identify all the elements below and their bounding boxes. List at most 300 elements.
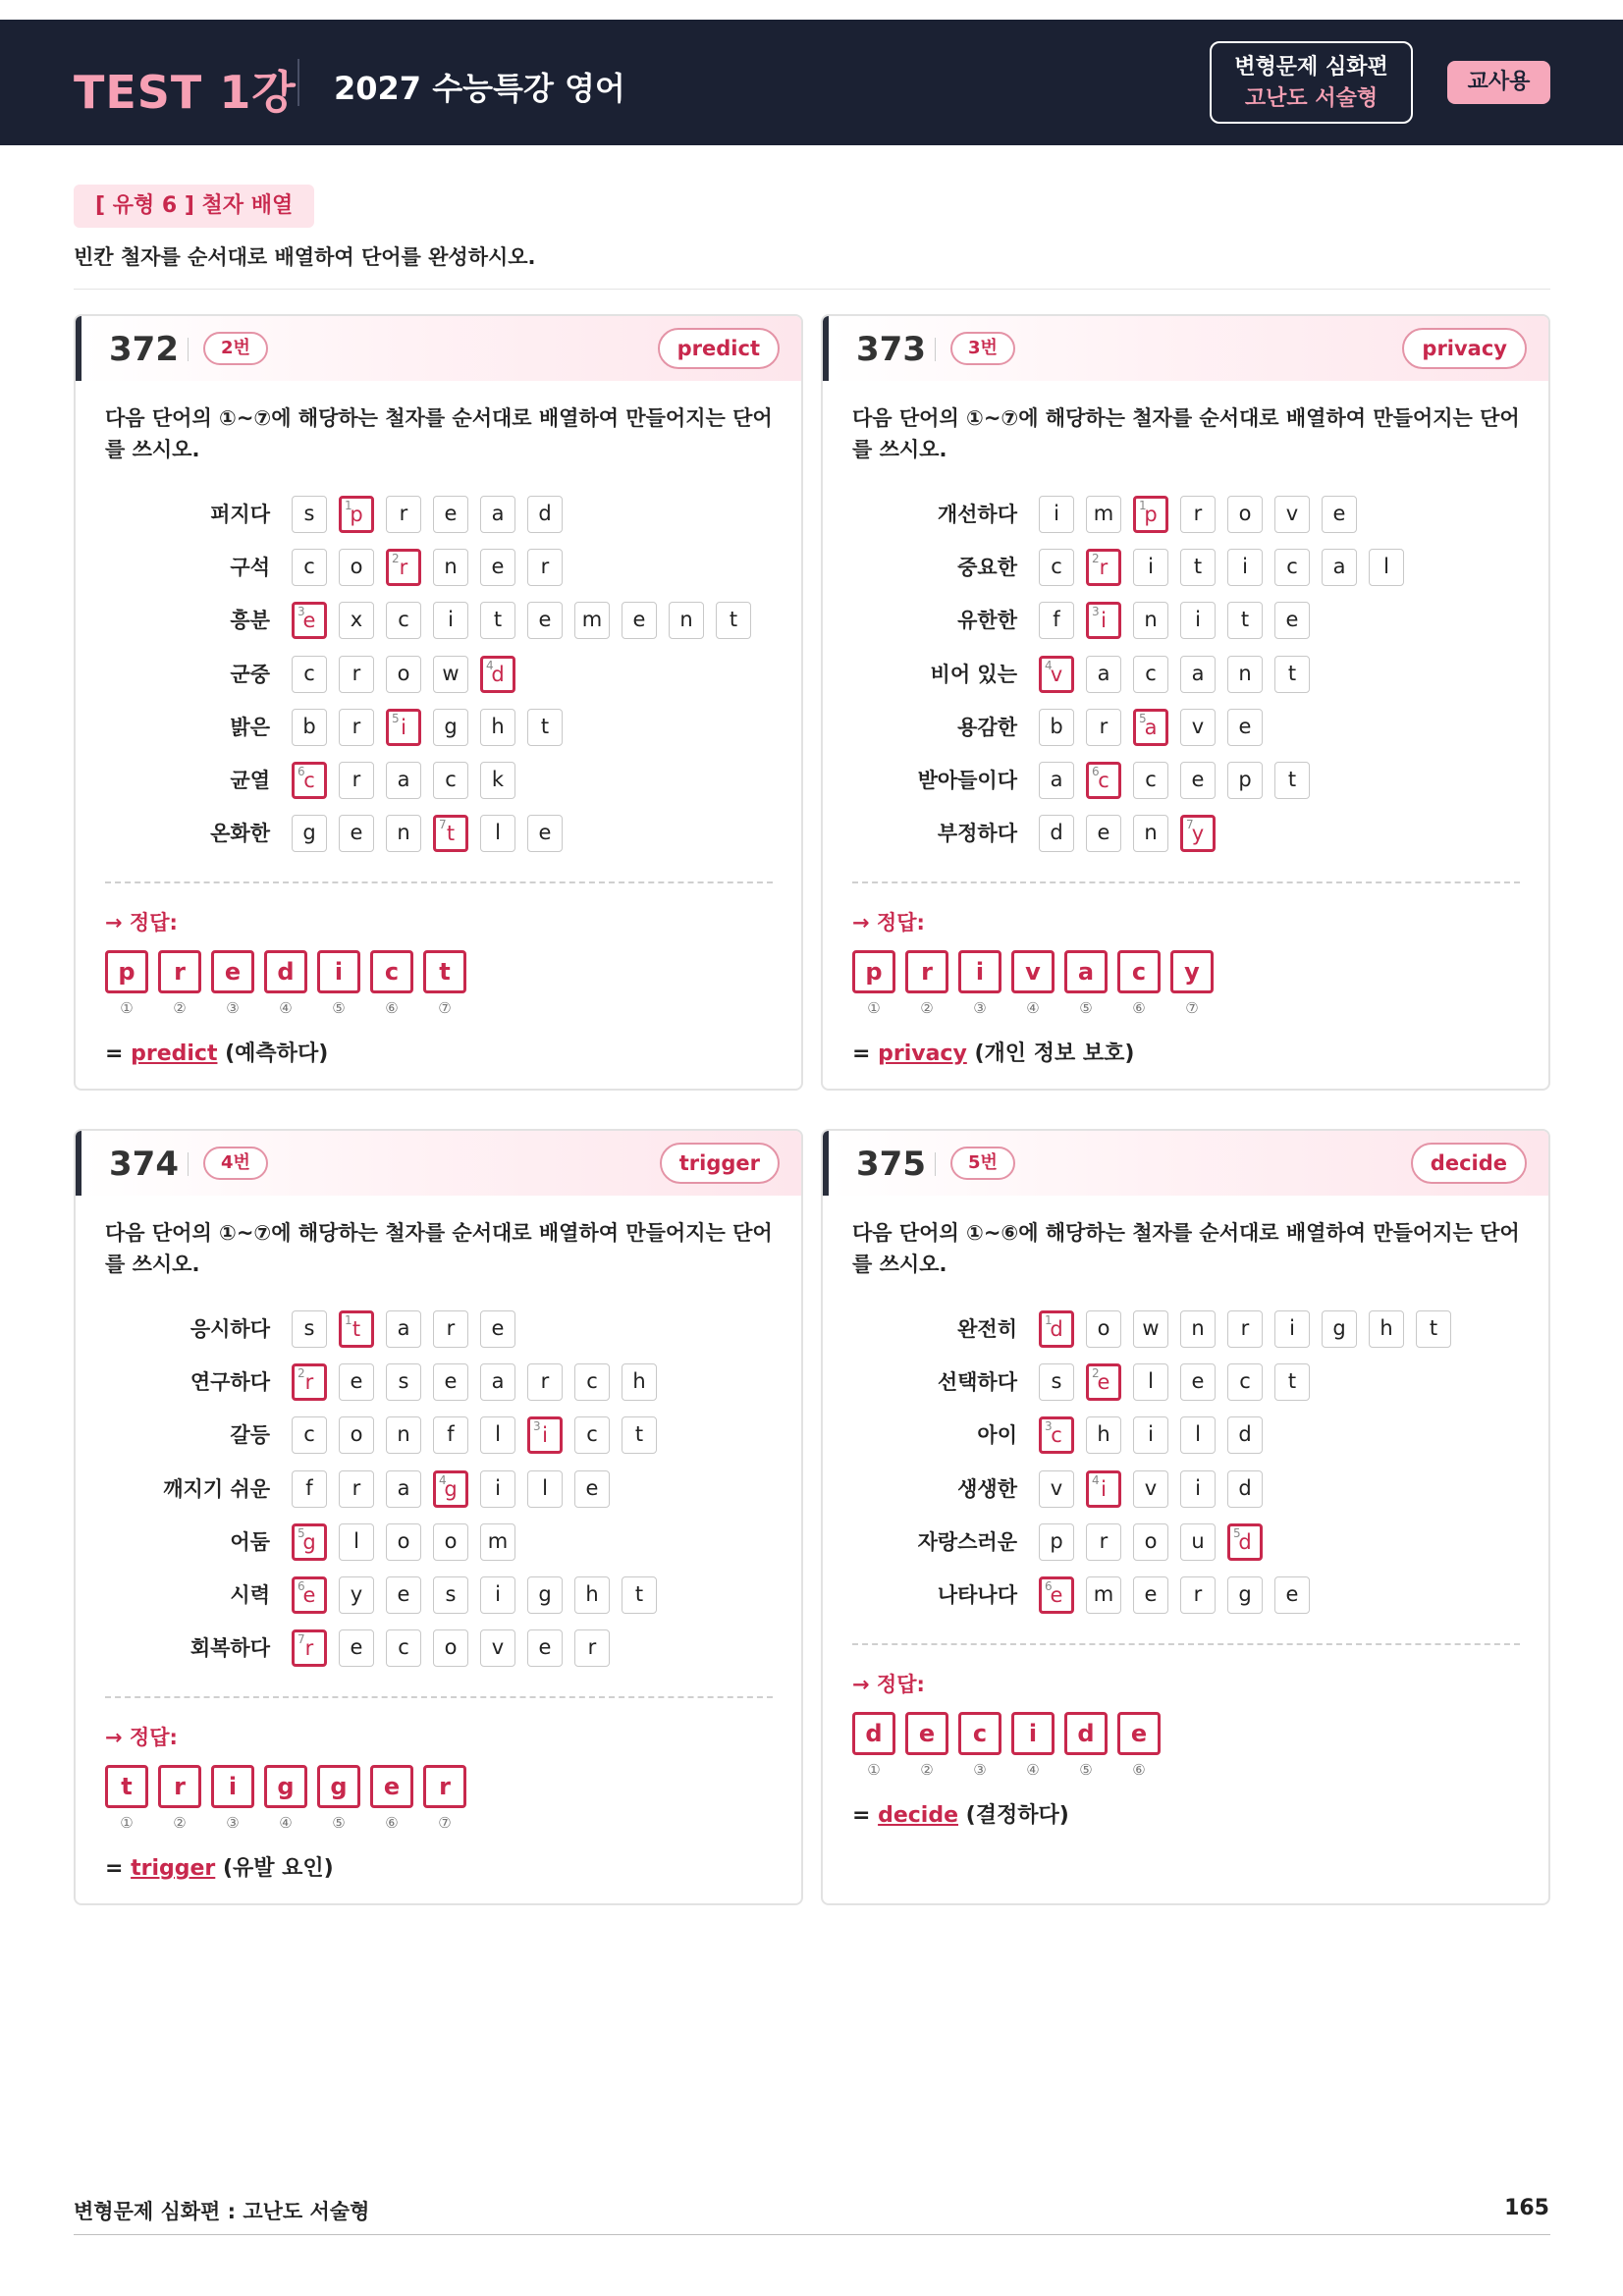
word-row [823, 814, 1549, 853]
answer-index: ③ [973, 1761, 987, 1779]
letter: l [1383, 555, 1389, 579]
answer-letter-box: r [423, 1765, 466, 1808]
word-row [823, 1522, 1549, 1562]
letter-cell [1039, 1363, 1074, 1401]
answer-index: ② [920, 1761, 934, 1779]
answer-index: ⑤ [332, 1814, 346, 1833]
letter: i [495, 1475, 501, 1500]
letter: i [1101, 1476, 1107, 1501]
letter: m [1093, 502, 1114, 525]
letter: i [401, 715, 406, 739]
letter-index: 3 [298, 605, 305, 619]
letter-cell [480, 709, 515, 746]
letter-index: 4 [1092, 1472, 1100, 1487]
highlighted-letter-cell [1133, 496, 1168, 533]
letter: a [397, 1475, 410, 1500]
letter-cell [433, 1523, 468, 1561]
problem-number: 374 [109, 1145, 179, 1184]
answer-letter-box: c [370, 950, 413, 993]
letter: e [444, 1369, 458, 1394]
highlighted-letter-cell [1039, 1416, 1074, 1454]
letter-cell [1227, 549, 1263, 586]
letter-cell [433, 496, 468, 533]
letter: x [350, 608, 363, 632]
highlighted-letter-cell [480, 656, 515, 693]
letter-cell [527, 815, 563, 852]
letter-cell [339, 1470, 374, 1508]
letter: e [538, 821, 552, 845]
letter: n [397, 821, 410, 845]
word-meaning-label: 군중 [230, 662, 270, 686]
letter-cell [1039, 1523, 1074, 1561]
problem-number: 373 [856, 330, 926, 369]
letter: d [1238, 1529, 1252, 1554]
letter: t [729, 608, 738, 632]
answer-index: ① [867, 999, 881, 1018]
answer-letter-box: p [105, 950, 148, 993]
letter: e [491, 1316, 505, 1340]
letter-index: 3 [533, 1419, 541, 1434]
card-header [823, 316, 1548, 381]
meaning-prefix: = [105, 1041, 132, 1067]
answer-index: ③ [226, 1814, 240, 1833]
answer-index: ④ [279, 999, 293, 1018]
answer-letter-box: e [1117, 1712, 1161, 1755]
answer-letter-box: d [852, 1712, 895, 1755]
letter: r [587, 1635, 597, 1660]
letter-cell [1133, 549, 1168, 586]
letter: b [1050, 714, 1063, 738]
letter-cell [1180, 1470, 1216, 1508]
letter-cell [1227, 1416, 1263, 1454]
letter-index: 3 [1092, 605, 1100, 619]
letter-cell [1227, 762, 1263, 799]
dashed-divider [852, 881, 1520, 883]
letter-cell [433, 549, 468, 586]
letter-cell [527, 1470, 563, 1508]
letter-cell [292, 549, 327, 586]
letter: e [350, 1635, 363, 1660]
word-meaning-label: 완전히 [957, 1317, 1017, 1341]
word-meaning-label: 생생한 [957, 1476, 1017, 1501]
letter: n [444, 555, 458, 579]
word-meaning-label: 나타나다 [937, 1583, 1017, 1607]
letter: e [350, 1369, 363, 1394]
highlighted-letter-cell [292, 1576, 327, 1614]
letter-cell [1039, 815, 1074, 852]
word-row [76, 814, 802, 853]
letter: t [493, 608, 503, 632]
letter-cell [386, 762, 421, 799]
answer-index: ② [920, 999, 934, 1018]
letter: e [1191, 1369, 1205, 1394]
letter-cell [1180, 1523, 1216, 1561]
word-meaning-label: 시력 [230, 1583, 270, 1607]
letter: g [444, 714, 458, 738]
problem-number: 375 [856, 1145, 926, 1184]
letter: p [1144, 503, 1158, 526]
letter: e [538, 1635, 552, 1660]
letter-cell [386, 1523, 421, 1561]
letter: o [444, 1635, 458, 1660]
letter-cell [1133, 1470, 1168, 1508]
answer-letter-box: p [852, 950, 895, 993]
letter-cell [1274, 1363, 1310, 1401]
header-separator [188, 1152, 189, 1176]
letter: a [1097, 661, 1110, 685]
card-header [76, 316, 801, 381]
word-row [76, 548, 802, 587]
edition-line-2: 고난도 서술형 [1244, 86, 1379, 111]
letter: s [398, 1369, 409, 1394]
letter-cell [433, 1576, 468, 1614]
meaning-word: privacy [878, 1041, 967, 1067]
letter-index: 4 [1045, 658, 1053, 672]
letter: r [1099, 1528, 1109, 1553]
letter-cell [339, 1416, 374, 1454]
letter-cell [433, 1310, 468, 1348]
letter-cell [292, 1310, 327, 1348]
meaning-word: predict [131, 1041, 218, 1067]
word-meaning-label: 개선하다 [937, 503, 1017, 526]
question-text: 다음 단어의 ①~⑦에 해당하는 철자를 순서대로 배열하여 만들어지는 단어를 쓰시오. [105, 406, 773, 461]
word-meaning-label: 갈등 [230, 1423, 270, 1448]
letter: c [1145, 661, 1157, 685]
letter-cell [1086, 496, 1121, 533]
letter: h [491, 714, 505, 738]
letter-cell [1133, 762, 1168, 799]
answer-letter-box: r [905, 950, 948, 993]
letter-cell [1369, 549, 1404, 586]
word-row [823, 655, 1549, 694]
dashed-divider [105, 881, 773, 883]
letter: f [1053, 608, 1060, 632]
card-header [823, 1131, 1548, 1196]
meaning-prefix: = [852, 1041, 879, 1067]
letter-cell [386, 1470, 421, 1508]
letter-cell [339, 1629, 374, 1667]
letter-cell [622, 1363, 657, 1401]
source-tag: 2번 [203, 332, 268, 365]
letter-cell [1039, 602, 1074, 639]
letter-cell [527, 1363, 563, 1401]
letter-cell [1086, 709, 1121, 746]
word-row [76, 655, 802, 694]
letter-cell [1180, 602, 1216, 639]
letter-cell [574, 1470, 610, 1508]
letter: d [1238, 1475, 1252, 1500]
letter: h [585, 1582, 599, 1606]
highlighted-letter-cell [1227, 1523, 1263, 1561]
problem-card [74, 314, 803, 1091]
letter: g [538, 1582, 552, 1606]
problem-number: 372 [109, 330, 179, 369]
letter: t [352, 1317, 361, 1341]
answer-label: → 정답: [852, 911, 925, 935]
instruction: 빈칸 철자를 순서대로 배열하여 단어를 완성하시오. [74, 245, 536, 269]
letter-cell [574, 1629, 610, 1667]
type-tag: [ 유형 6 ] 철자 배열 [74, 185, 314, 228]
letter-cell [1086, 656, 1121, 693]
test-title: TEST 1강 [74, 66, 297, 119]
letter-index: 5 [392, 711, 400, 725]
letter-cell [1227, 656, 1263, 693]
letter: c [1286, 555, 1298, 579]
letter-cell [386, 1416, 421, 1454]
letter: v [1050, 1475, 1063, 1500]
letter: r [1099, 714, 1109, 738]
letter-cell [1133, 602, 1168, 639]
letter: r [304, 1636, 314, 1661]
answer-letter-box: c [958, 1712, 1001, 1755]
word-row [76, 1309, 802, 1349]
letter: a [1144, 715, 1158, 739]
answer-index: ⑤ [332, 999, 346, 1018]
answer-word-tag: predict [658, 328, 780, 369]
word-row [823, 1415, 1549, 1455]
letter: v [1144, 1475, 1158, 1500]
letter: e [632, 608, 646, 632]
highlighted-letter-cell [292, 602, 327, 639]
letter-cell [480, 496, 515, 533]
letter-cell [1416, 1310, 1451, 1348]
letter: c [303, 555, 315, 579]
letter: e [444, 502, 458, 525]
word-meaning-label: 흥분 [230, 609, 270, 633]
letter-index: 6 [298, 765, 305, 778]
letter-cell [1227, 496, 1263, 533]
word-row [76, 1362, 802, 1402]
answer-index: ① [120, 1814, 134, 1833]
answer-index: ③ [226, 999, 240, 1018]
letter-cell [433, 602, 468, 639]
letter: c [303, 769, 315, 792]
letter: v [1285, 502, 1299, 525]
letter: s [303, 1316, 315, 1340]
answer-meaning [105, 1851, 334, 1882]
letter: n [1144, 608, 1158, 632]
answer-index: ① [867, 1761, 881, 1779]
word-meaning-label: 퍼지다 [210, 503, 270, 526]
footer-divider [74, 2234, 1550, 2235]
footer-title: 변형문제 심화편 : 고난도 서술형 [74, 2200, 370, 2223]
letter-cell [292, 1416, 327, 1454]
highlighted-letter-cell [1086, 1470, 1121, 1508]
letter-cell [1274, 549, 1310, 586]
word-row [76, 1522, 802, 1562]
letter-cell [292, 815, 327, 852]
letter: c [398, 1635, 409, 1660]
letter: a [491, 1369, 505, 1394]
letter-cell [1227, 709, 1263, 746]
letter: d [538, 502, 552, 525]
letter: t [634, 1422, 644, 1447]
letter: c [1098, 769, 1109, 792]
word-meaning-label: 구석 [230, 556, 270, 580]
letter-cell [1180, 496, 1216, 533]
word-row [76, 1415, 802, 1455]
letter: m [1093, 1582, 1114, 1606]
letter-cell [1039, 762, 1074, 799]
letter-cell [480, 815, 515, 852]
letter: i [448, 608, 454, 632]
letter: i [1101, 609, 1107, 633]
word-meaning-label: 연구하다 [189, 1370, 270, 1395]
letter: v [491, 1635, 505, 1660]
letter: r [352, 714, 361, 738]
answer-letter-box: t [423, 950, 466, 993]
letter: n [679, 608, 693, 632]
letter-cell [1322, 496, 1357, 533]
letter: o [397, 1528, 410, 1553]
letter-cell [1086, 815, 1121, 852]
letter-cell [574, 602, 610, 639]
letter: c [303, 1422, 315, 1447]
letter: r [540, 555, 550, 579]
word-row [823, 601, 1549, 640]
letter-cell [480, 1310, 515, 1348]
letter-cell [1274, 762, 1310, 799]
letter: n [1238, 661, 1252, 685]
letter-index: 1 [345, 499, 352, 512]
letter: e [1285, 608, 1299, 632]
letter-cell [1227, 1310, 1263, 1348]
letter: e [491, 555, 505, 579]
header-divider [298, 59, 299, 106]
letter-cell [1369, 1310, 1404, 1348]
letter-index: 5 [298, 1525, 305, 1540]
answer-letter-box: c [1117, 950, 1161, 993]
answer-label: → 정답: [105, 911, 178, 935]
letter: i [1148, 555, 1154, 579]
letter-cell [386, 1363, 421, 1401]
letter-index: 2 [1092, 552, 1100, 566]
letter: t [1429, 1316, 1438, 1340]
highlighted-letter-cell [1086, 1363, 1121, 1401]
highlighted-letter-cell [1039, 1310, 1074, 1348]
word-meaning-label: 중요한 [957, 556, 1017, 580]
letter: u [1191, 1528, 1205, 1553]
letter: o [1238, 502, 1252, 525]
letter: i [495, 1582, 501, 1606]
letter-cell [386, 496, 421, 533]
letter: r [1099, 556, 1109, 580]
letter: a [397, 1316, 410, 1340]
word-meaning-label: 회복하다 [189, 1636, 270, 1661]
word-meaning-label: 아이 [977, 1423, 1017, 1448]
letter-index: 6 [1045, 1579, 1053, 1593]
letter: t [634, 1582, 644, 1606]
letter: r [304, 1370, 314, 1395]
letter: r [1193, 1582, 1203, 1606]
answer-index: ⑦ [438, 1814, 452, 1833]
letter-cell [339, 656, 374, 693]
letter-cell [1039, 496, 1074, 533]
highlighted-letter-cell [433, 815, 468, 852]
letter-cell [1180, 1576, 1216, 1614]
letter: b [302, 714, 316, 738]
meaning-word: decide [878, 1803, 959, 1828]
word-row [823, 1362, 1549, 1402]
letter-cell [1133, 1416, 1168, 1454]
letter: e [1097, 821, 1110, 845]
letter-cell [1086, 1576, 1121, 1614]
letter: e [585, 1475, 599, 1500]
answer-meaning [105, 1037, 328, 1067]
highlighted-letter-cell [1086, 762, 1121, 799]
letter: d [491, 662, 505, 686]
letter: w [1142, 1316, 1160, 1340]
letter-cell [480, 1416, 515, 1454]
answer-index: ⑤ [1079, 999, 1093, 1018]
letter-cell [1086, 1310, 1121, 1348]
answer-meaning [852, 1798, 1069, 1829]
letter: m [487, 1528, 509, 1553]
letter-index: 5 [1233, 1525, 1241, 1540]
letter: h [1097, 1422, 1110, 1447]
meaning-text: (유발 요인) [215, 1856, 334, 1882]
letter: m [581, 608, 603, 632]
meaning-text: (예측하다) [217, 1041, 329, 1067]
letter: n [397, 1422, 410, 1447]
letter-cell [480, 762, 515, 799]
letter-index: 1 [1045, 1313, 1053, 1327]
letter-cell [574, 1576, 610, 1614]
letter: s [1051, 1369, 1062, 1394]
letter: o [397, 661, 410, 685]
letter: e [1332, 502, 1346, 525]
letter-cell [339, 762, 374, 799]
highlighted-letter-cell [1039, 1576, 1074, 1614]
answer-index: ⑥ [1132, 1761, 1146, 1779]
meaning-text: (개인 정보 보호) [966, 1041, 1135, 1067]
letter: c [1239, 1369, 1251, 1394]
answer-letter-box: e [905, 1712, 948, 1755]
letter-cell [1180, 549, 1216, 586]
letter-cell [716, 602, 751, 639]
word-meaning-label: 응시하다 [189, 1317, 270, 1341]
letter: a [1332, 555, 1346, 579]
highlighted-letter-cell [527, 1416, 563, 1454]
word-row [76, 1629, 802, 1668]
answer-index: ④ [1026, 1761, 1040, 1779]
answer-letter-box: i [1011, 1712, 1055, 1755]
letter-cell [1133, 1576, 1168, 1614]
letter: y [350, 1582, 363, 1606]
letter: n [1144, 821, 1158, 845]
word-row [76, 1575, 802, 1615]
question-text: 다음 단어의 ①~⑥에 해당하는 철자를 순서대로 배열하여 만들어지는 단어를 쓰시오. [852, 1221, 1520, 1276]
answer-label: → 정답: [105, 1726, 178, 1750]
letter-index: 2 [298, 1366, 305, 1381]
letter: p [350, 503, 363, 526]
answer-letter-box: y [1170, 950, 1214, 993]
highlighted-letter-cell [386, 549, 421, 586]
letter-cell [527, 1576, 563, 1614]
letter: a [1191, 661, 1205, 685]
letter-index: 7 [298, 1632, 305, 1647]
letter: k [491, 768, 505, 791]
answer-index: ⑤ [1079, 1761, 1093, 1779]
letter: r [446, 1316, 456, 1340]
letter-cell [669, 602, 704, 639]
answer-letter-box: i [211, 1765, 254, 1808]
letter-index: 4 [439, 1472, 447, 1487]
letter: e [302, 609, 316, 633]
letter-cell [1180, 1310, 1216, 1348]
letter: r [399, 502, 408, 525]
letter: i [1289, 1316, 1295, 1340]
